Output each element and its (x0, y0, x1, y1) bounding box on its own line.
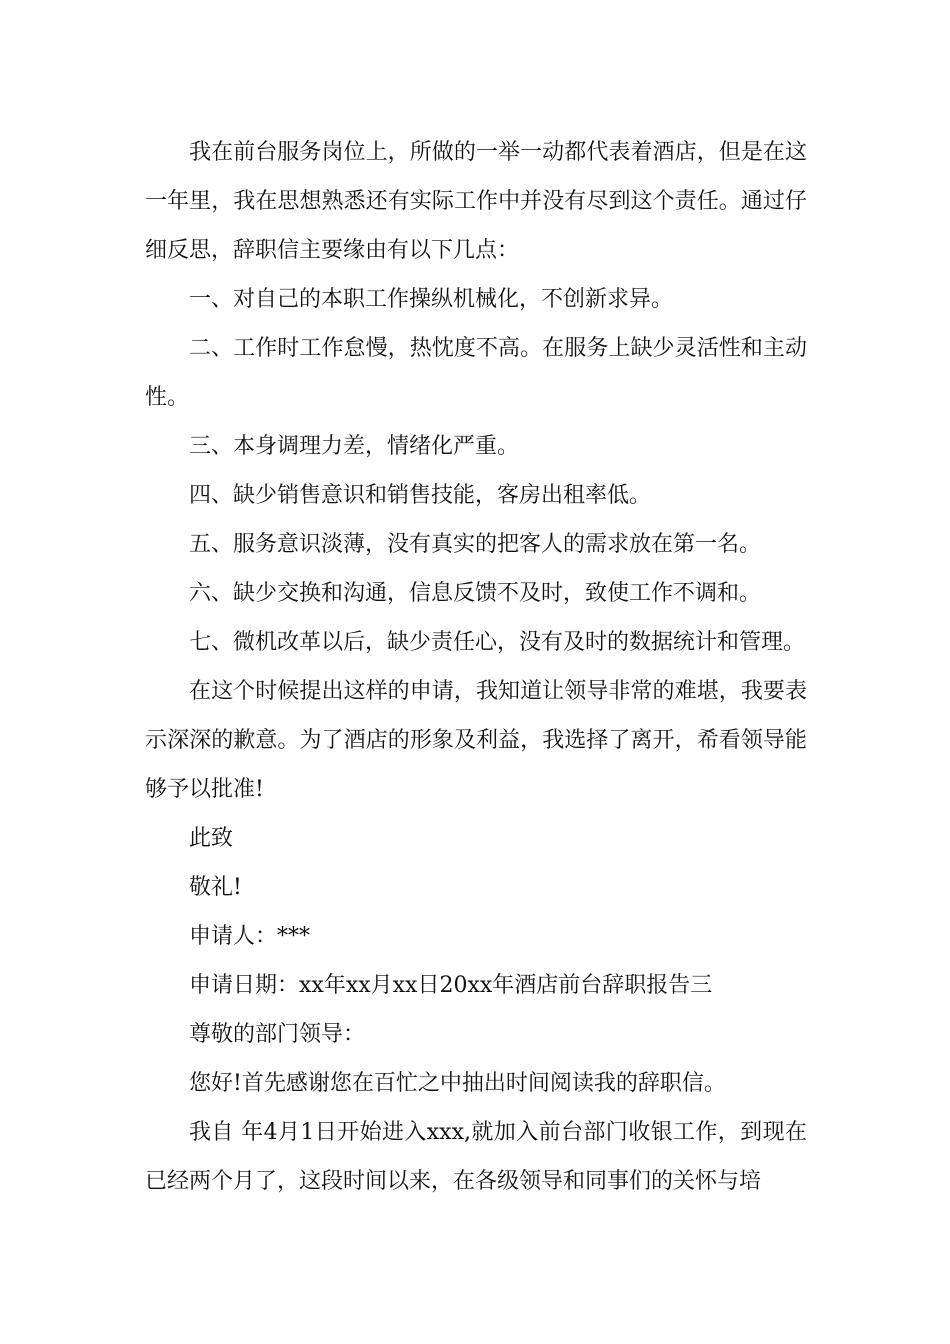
reason-4: 四、缺少销售意识和销售技能，客房出租率低。 (189, 483, 652, 508)
reason-6: 六、缺少交换和沟通，信息反馈不及时，致使工作不调和。 (189, 581, 762, 606)
greeting-thanks: 您好!首先感谢您在百忙之中抽出时间阅读我的辞职信。 (189, 1071, 726, 1096)
applicant-line: 申请人：*** (189, 924, 311, 949)
paragraph-apology: 在这个时候提出这样的申请，我知道让领导非常的难堪，我要表示深深的歉意。为了酒店的形象及利益，我选择了离开，希看领导能够予以批准! (145, 679, 807, 802)
closing-salutation: 此致 (189, 826, 234, 851)
paragraph-intro: 我在前台服务岗位上，所做的一举一动都代表着酒店，但是在这一年里，我在思想熟悉还有实际工作中并没有尽到这个责任。通过仔细反思，辞职信主要缘由有以下几点： (145, 140, 807, 263)
document-page (145, 128, 807, 1206)
greeting-addressee: 尊敬的部门领导： (189, 1022, 366, 1047)
reason-3: 三、本身调理力差，情绪化严重。 (189, 434, 520, 459)
application-date-line: 申请日期：xx年xx月xx日20xx年酒店前台辞职报告三 (189, 973, 713, 998)
reason-7: 七、微机改革以后，缺少责任心，没有及时的数据统计和管理。 (189, 630, 806, 655)
closing-regards: 敬礼! (189, 875, 242, 900)
reason-1: 一、对自己的本职工作操纵机械化，不创新求异。 (189, 287, 674, 312)
paragraph-body: 我自 年4月1日开始进入xxx,就加入前台部门收银工作，到现在已经两个月了，这段时间以来，在各级领导和同事们的关怀与培 (145, 1120, 807, 1194)
reason-5: 五、服务意识淡薄，没有真实的把客人的需求放在第一名。 (189, 532, 762, 557)
reason-2: 二、工作时工作怠慢，热忱度不高。在服务上缺少灵活性和主动性。 (145, 336, 807, 410)
